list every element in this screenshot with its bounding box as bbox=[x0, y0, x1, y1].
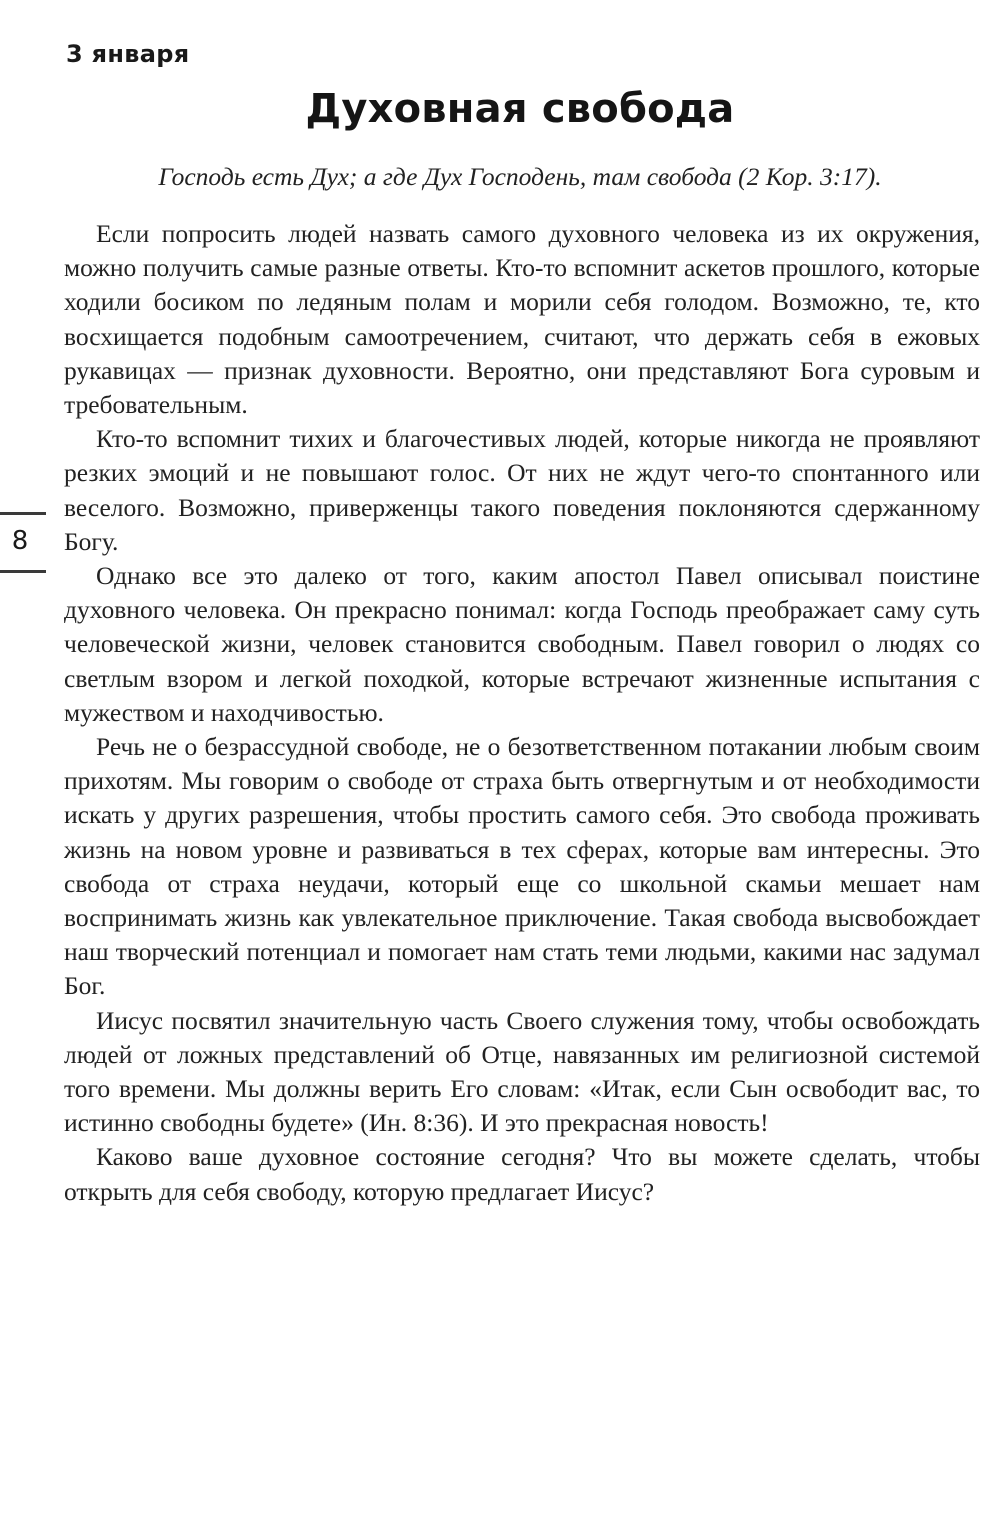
page-number-tab bbox=[0, 512, 46, 574]
paragraph: Кто-то вспомнит тихих и благочестивых людей, которые никогда не проявляют резких эмоций и не повышают голос. От них не ждут чего-то спонтанного или веселого. Возможно, приверженцы такого поведения поклоняются сдержанному Богу. bbox=[64, 424, 980, 556]
page-title: Духовная свобода bbox=[305, 86, 735, 132]
page-tab-top-rule bbox=[0, 512, 46, 515]
body-text bbox=[64, 217, 980, 1209]
paragraph: Каково ваше духовное состояние сегодня? Что вы можете сделать, чтобы открыть для себя свободу, которую предлагает Иисус? bbox=[64, 1142, 980, 1206]
page-number: 8 bbox=[11, 526, 29, 556]
epigraph: Господь есть Дух; а где Дух Господень, там свобода (2 Кор. 3:17). bbox=[158, 162, 882, 191]
page-tab-bottom-rule bbox=[0, 570, 46, 573]
date-heading: 3 января bbox=[66, 40, 190, 68]
paragraph: Если попросить людей назвать самого духовного человека из их окружения, можно получить самые разные ответы. Кто-то вспомнит аскетов прошлого, которые ходили босиком по ледяным полам и морили себя голодом. Возможно, те, кто восхищается подобным самоотречением, считают, что держать себя в ежовых рукавицах — признак духовности. Вероятно, они представляют Бога суровым и требовательным. bbox=[64, 219, 980, 420]
paragraph: Иисус посвятил значительную часть Своего служения тому, чтобы освобождать людей от ложных представлений об Отце, навязанных им религиозной системой того времени. Мы должны верить Его словам: «Итак, если Сын освободит вас, то истинно свободны будете» (Ин. 8:36). И это прекрасная новость! bbox=[64, 1005, 980, 1138]
paragraph: Речь не о безрассудной свободе, не о безответственном потакании любым своим прихотям. Мы говорим о свободе от страха быть отвергнутым и от необходимости искать у других разрешения, чтобы простить самого себя. Это свобода проживать жизнь на новом уровне и развиваться в тех сферах, которые вам интересны. Это свобода от страха неудачи, который еще со школьной скамьи мешает нам воспринимать жизнь как увлекательное приключение. Такая свобода высвобождает наш творческий потенциал и помогает нам стать теми людьми, какими нас задумал Бог. bbox=[64, 732, 980, 1001]
paragraph: Однако все это далеко от того, каким апостол Павел описывал поистине духовного человека. Он прекрасно понимал: когда Господь преображает саму суть человеческой жизни, человек становится свободным. Павел говорил о людях со светлым взором и легкой походкой, которые встречают жизненные испытания с мужеством и находчивостью. bbox=[64, 561, 980, 727]
